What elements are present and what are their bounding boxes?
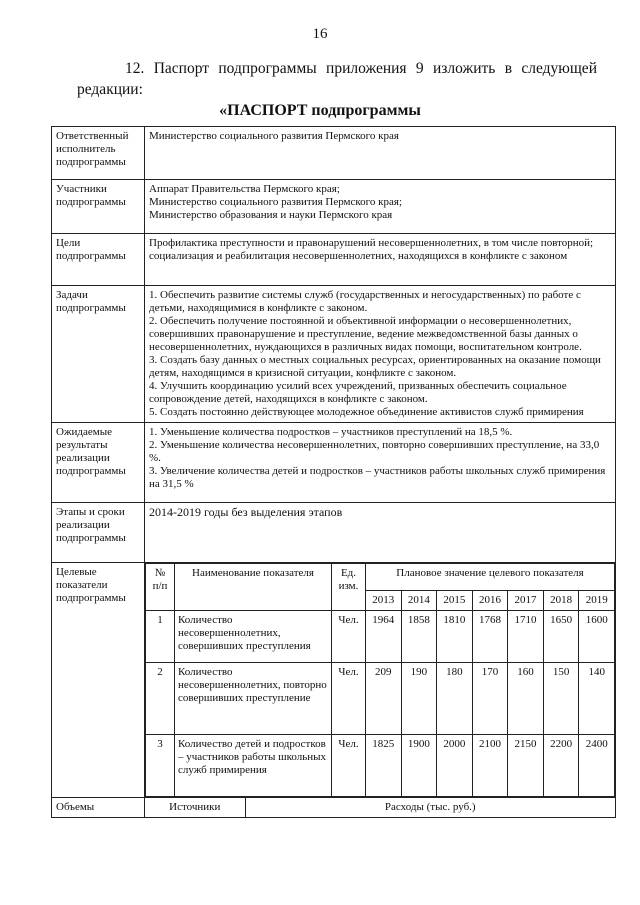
indicator-value: 1900 — [401, 735, 437, 797]
year-header: 2013 — [366, 591, 402, 611]
indicator-value: 1600 — [579, 611, 615, 663]
row-results — [52, 423, 616, 503]
expenses-header: Расходы (тыс. руб.) — [384, 801, 476, 813]
indicator-unit: Чел. — [332, 611, 366, 663]
indicator-row — [146, 735, 615, 797]
intro-paragraph: 12. Паспорт подпрограммы приложения 9 изложить в следующей редакции: — [77, 60, 597, 98]
indicator-value: 2150 — [508, 735, 544, 797]
tasks-value — [145, 286, 616, 423]
year-header: 2015 — [437, 591, 473, 611]
indicator-value: 1768 — [472, 611, 508, 663]
indicator-value: 2100 — [472, 735, 508, 797]
task-item: 2. Обеспечить получение постоянной и объективной информации о несовершеннолетних, совершивших правонарушение и преступление, ведение межведомственной базы данных о несовершеннолетних, нуждающихся в различных видах помощи, воспитательном контроле. — [149, 315, 582, 353]
participants-value — [145, 180, 616, 234]
page-number: 16 — [312, 26, 328, 42]
indicators-label: Целевые показатели подпрограммы — [52, 563, 145, 798]
result-item: 3. Увеличение количества детей и подростков – участников работы школьных служб примирения на 31,5 % — [149, 465, 606, 490]
year-header: 2019 — [579, 591, 615, 611]
indicator-value: 150 — [543, 663, 579, 735]
indicator-value: 1858 — [401, 611, 437, 663]
indicator-unit: Чел. — [332, 735, 366, 797]
executor-label: Ответственный исполнитель подпрограммы — [52, 127, 145, 180]
participant-item: Министерство образования и науки Пермского края — [149, 209, 393, 221]
indicator-unit: Чел. — [332, 663, 366, 735]
sources-header: Источники — [145, 798, 245, 817]
task-item: 4. Улучшить координацию усилий всех учреждений, призванных обеспечить социальное сопровождение детей, находящихся в конфликте с законом. — [149, 380, 567, 405]
indicator-num: 2 — [146, 663, 175, 735]
result-item: 1. Уменьшение количества подростков – участников преступлений на 18,5 %. — [149, 426, 513, 438]
stages-value: 2014-2019 годы без выделения этапов — [145, 503, 616, 563]
indicator-name: Количество детей и подростков – участников работы школьных служб примирения — [175, 735, 332, 797]
year-header: 2017 — [508, 591, 544, 611]
participant-item: Министерство социального развития Пермского края; — [149, 196, 403, 208]
row-goals — [52, 234, 616, 286]
indicator-name: Количество несовершеннолетних, повторно совершивших преступление — [175, 663, 332, 735]
row-participants — [52, 180, 616, 234]
stages-label: Этапы и сроки реализации подпрограммы — [52, 503, 145, 563]
goals-label: Цели подпрограммы — [52, 234, 145, 286]
results-label: Ожидаемые результаты реализации подпрограммы — [52, 423, 145, 503]
indicator-value: 1825 — [366, 735, 402, 797]
row-stages — [52, 503, 616, 563]
row-executor — [52, 127, 616, 180]
indicators-table-cell — [145, 563, 616, 798]
indicator-value: 209 — [366, 663, 402, 735]
indicator-name: Количество несовершеннолетних, совершивших преступления — [175, 611, 332, 663]
header-name: Наименование показателя — [175, 564, 332, 611]
indicator-row — [146, 611, 615, 663]
participant-item: Аппарат Правительства Пермского края; — [149, 183, 340, 195]
row-volumes — [52, 798, 616, 818]
indicator-value: 180 — [437, 663, 473, 735]
indicator-value: 2400 — [579, 735, 615, 797]
result-item: 2. Уменьшение количества несовершеннолетних, повторно совершивших преступление, на 33,0 %. — [149, 439, 600, 464]
year-header: 2018 — [543, 591, 579, 611]
indicator-value: 1810 — [437, 611, 473, 663]
indicator-value: 160 — [508, 663, 544, 735]
year-header: 2016 — [472, 591, 508, 611]
tasks-label: Задачи подпрограммы — [52, 286, 145, 423]
executor-value: Министерство социального развития Пермского края — [145, 127, 616, 180]
indicator-num: 1 — [146, 611, 175, 663]
indicator-row — [146, 663, 615, 735]
indicators-header-row — [146, 564, 615, 591]
row-indicators — [52, 563, 616, 798]
volumes-cell — [145, 798, 616, 818]
task-item: 1. Обеспечить развитие системы служб (государственных и негосударственных) по работе с детьми, находящимися в конфликте с законом. — [149, 289, 581, 314]
indicators-table — [145, 563, 615, 797]
volumes-label: Объемы — [52, 798, 145, 818]
header-unit: Ед. изм. — [332, 564, 366, 611]
indicator-value: 1710 — [508, 611, 544, 663]
results-value — [145, 423, 616, 503]
indicator-value: 1964 — [366, 611, 402, 663]
passport-table — [51, 126, 616, 818]
participants-label: Участники подпрограммы — [52, 180, 145, 234]
indicator-value: 140 — [579, 663, 615, 735]
year-header: 2014 — [401, 591, 437, 611]
document-title: «ПАСПОРТ подпрограммы — [219, 102, 421, 119]
indicator-num: 3 — [146, 735, 175, 797]
task-item: 3. Создать базу данных о местных социальных ресурсах, ориентированных на оказание помощи детям, находящимся в кризисной ситуации, конфликте с законом. — [149, 354, 601, 379]
indicator-value: 170 — [472, 663, 508, 735]
header-num: № п/п — [146, 564, 175, 611]
indicator-value: 2200 — [543, 735, 579, 797]
header-planned: Плановое значение целевого показателя — [366, 564, 615, 591]
volumes-header-table — [145, 798, 615, 817]
row-tasks — [52, 286, 616, 423]
indicator-value: 1650 — [543, 611, 579, 663]
goals-value: Профилактика преступности и правонарушений несовершеннолетних, в том числе повторной; социализация и реабилитация несовершеннолетних, находящихся в конфликте с законом — [145, 234, 616, 286]
indicator-value: 190 — [401, 663, 437, 735]
task-item: 5. Создать постоянно действующее молодежное объединение активистов служб примирения — [149, 406, 584, 418]
indicator-value: 2000 — [437, 735, 473, 797]
